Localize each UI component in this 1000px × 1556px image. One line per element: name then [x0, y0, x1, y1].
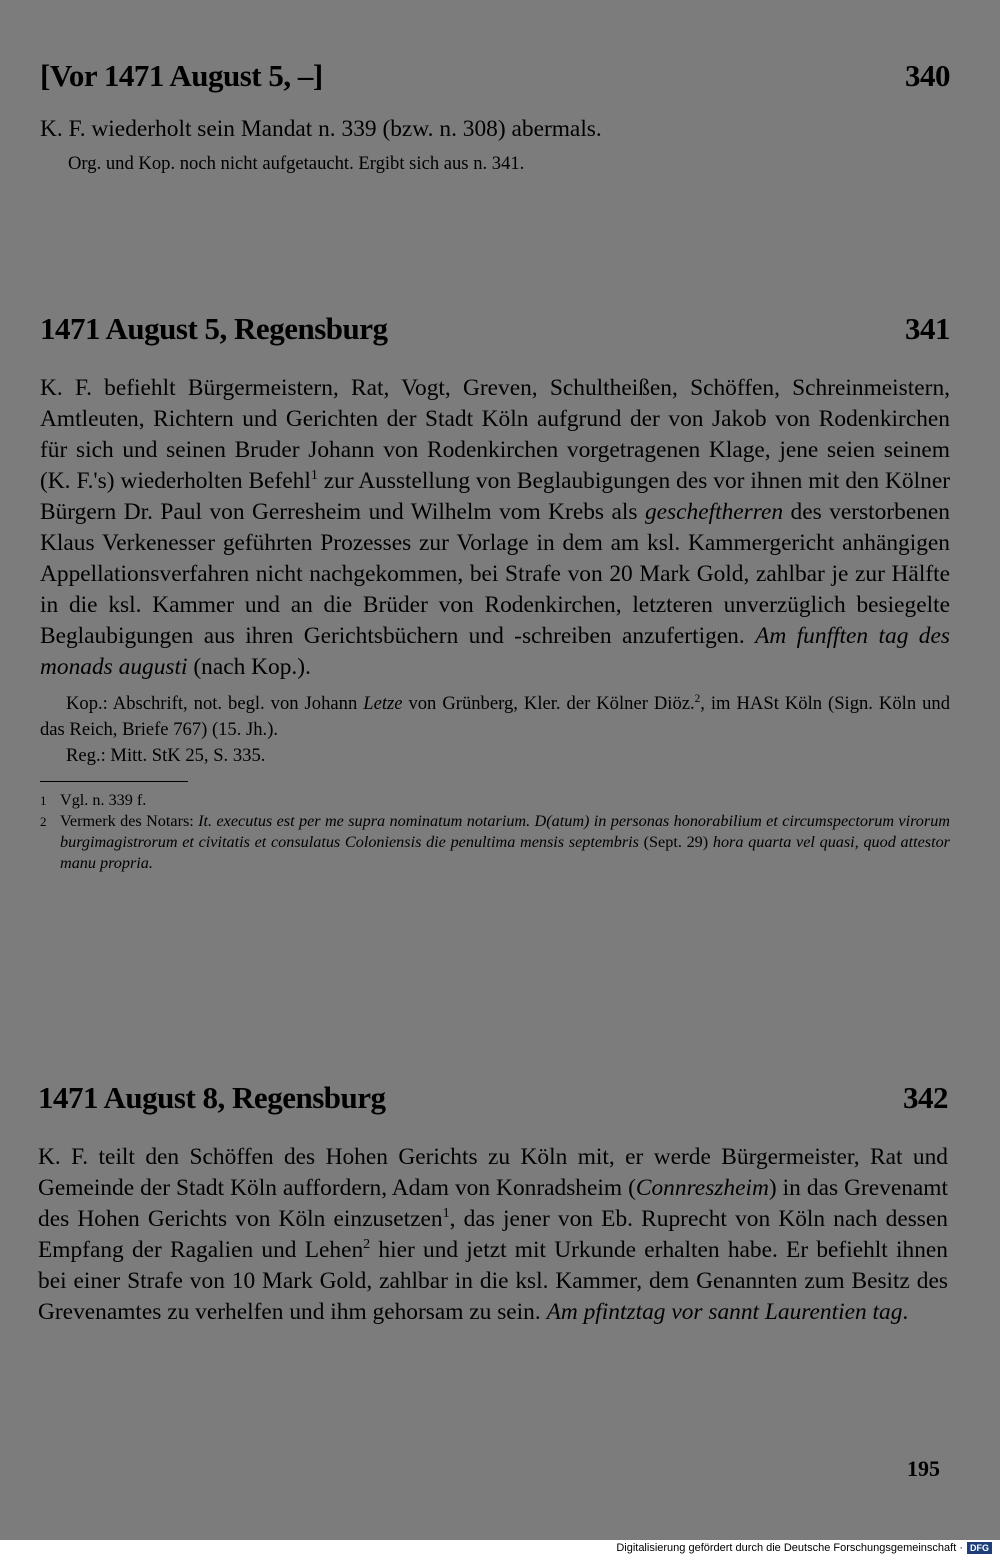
summary-text: hier und jetzt mit Urkunde erhalten habe. Er befiehlt ihnen bei einer Strafe von 10 Mark Gold, zahlbar in die ksl. Kammer, dem Genannten zum Besitz des Grevenamtes zu verhelfen und ihm gehorsam zu sein.: [38, 1237, 948, 1325]
regest-note: [40, 743, 950, 769]
entry-number: 341: [905, 311, 950, 346]
note-text: Org. und Kop. noch nicht aufgetaucht. Ergibt sich aus n. 341.: [68, 153, 525, 174]
entry-note: [40, 151, 950, 177]
entry-341: [40, 311, 950, 874]
source-note: [40, 691, 950, 743]
footnote-2: [40, 811, 950, 874]
summary-date: Am pfintztag vor sannt Laurentien tag: [546, 1299, 903, 1325]
page-number: 195: [907, 1456, 940, 1481]
footnote-text: Vgl. n. 339 f.: [60, 791, 147, 809]
entry-header: [38, 1080, 948, 1120]
summary-text: zur Ausstellung von Beglaubigungen des vor ihnen mit den Kölner Bürgern Dr. Paul von Gerresheim und Wilhelm vom Krebs als: [40, 468, 950, 525]
footnote-ref: 1: [442, 1205, 450, 1222]
footnote-plain: (Sept. 29): [638, 833, 713, 851]
footnote-ref: 1: [310, 467, 318, 484]
summary-text: K. F. wiederholt sein Mandat n. 339 (bzw. n. 308) abermals.: [40, 116, 602, 142]
footnote-divider: [40, 781, 188, 782]
footnote-ref: 2: [694, 692, 701, 705]
funding-footer: [616, 1542, 992, 1554]
source-text: von Grünberg, Kler. der Kölner Diöz.: [402, 693, 695, 714]
footnote-text: [60, 811, 950, 874]
summary-text: .: [902, 1299, 909, 1325]
footnote-italic: It. executus est per me supra nominatum notarium. D(atum) in personas honorabilium et circumspectorum virorum burgimagistrorum et civitatis et consulatus Coloniensis die penultima mensis septembris: [60, 812, 950, 851]
entry-header: [40, 58, 950, 98]
footnote-1: [40, 790, 950, 811]
summary-date: Am funfften tag des monads augusti: [40, 623, 950, 680]
footnote-ref: 2: [363, 1236, 371, 1253]
summary-text: K. F. teilt den Schöffen des Hohen Gerichts zu Köln mit, er werde Bürgermeister, Rat und Gemeinde der Stadt Köln auffordern, Adam von Konradsheim (: [38, 1144, 948, 1201]
entry-342: [38, 1080, 948, 1328]
footnote-mark: 2: [40, 814, 47, 829]
entry-summary: [40, 114, 950, 145]
entry-header: [40, 311, 950, 351]
footnote-plain: Vermerk des Notars:: [60, 812, 199, 830]
entry-summary: [40, 373, 950, 683]
summary-italic: Connreszheim: [635, 1175, 769, 1201]
summary-text: des verstorbenen Klaus Verkenesser geführten Prozesses zur Vorlage in dem am ksl. Kammergericht anhängigen Appellationsverfahren nicht nachgekommen, bei Strafe von 20 Mark Gold, zahlbar je zur Hälfte in die ksl. Kammer und an die Brüder von Rodenkirchen, letzteren unverzüglich besiegelte Beglaubigungen aus ihren Gerichtsbüchern und -schreiben anzufertigen.: [40, 499, 950, 649]
source-text: Kop.: Abschrift, not. begl. von Johann: [66, 693, 364, 714]
source-italic: Letze: [363, 693, 403, 714]
entry-number: 342: [903, 1080, 948, 1115]
entry-summary: [38, 1142, 948, 1328]
entry-340: [40, 58, 950, 177]
summary-text: , das jener von Eb. Ruprecht von Köln nach dessen Empfang der Ragalien und Lehen: [38, 1206, 948, 1263]
source-text: , im HASt Köln (Sign. Köln und das Reich, Briefe 767) (15. Jh.).: [40, 693, 950, 740]
footer-text: Digitalisierung gefördert durch die Deutsche Forschungsgemeinschaft ·: [616, 1542, 963, 1554]
dfg-logo: DFG: [967, 1542, 992, 1554]
summary-text: (nach Kop.).: [187, 654, 311, 680]
entry-title: 1471 August 8, Regensburg: [38, 1080, 386, 1115]
entry-title: 1471 August 5, Regensburg: [40, 311, 388, 346]
footnote-mark: 1: [40, 793, 47, 808]
summary-text: ) in das Grevenamt des Hohen Gerichts von Köln einzusetzen: [38, 1175, 948, 1232]
footnote-italic: hora quarta vel quasi, quod attestor manu propria.: [60, 833, 950, 872]
entry-title: [Vor 1471 August 5, –]: [40, 58, 323, 93]
entry-number: 340: [905, 58, 950, 93]
summary-italic: gescheftherren: [644, 499, 784, 525]
summary-text: K. F. befiehlt Bürgermeistern, Rat, Vogt, Greven, Schultheißen, Schöffen, Schreinmeistern, Amtleuten, Richtern und Gerichten der Stadt Köln aufgrund der von Jakob von Rodenkirchen für sich und seinen Bruder Johann von Rodenkirchen vorgetragenen Klage, jene seien seinem (K. F.'s) wiederholten Befehl: [40, 375, 950, 494]
regest-text: Reg.: Mitt. StK 25, S. 335.: [66, 745, 266, 766]
